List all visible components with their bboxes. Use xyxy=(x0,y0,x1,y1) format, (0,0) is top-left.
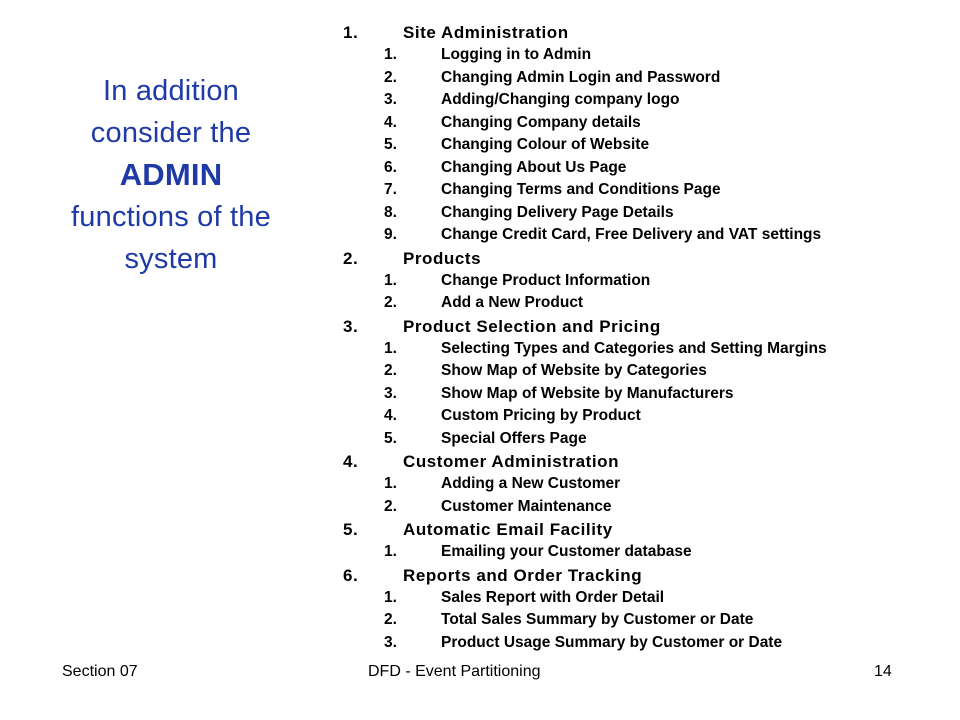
footer-topic: DFD - Event Partitioning xyxy=(368,663,541,680)
section-number: 5. xyxy=(343,520,359,539)
outline-subitem xyxy=(337,428,937,451)
outline-subitem xyxy=(337,609,937,632)
subitem-label: Changing Colour of Website xyxy=(441,136,650,153)
subitem-label: Changing Terms and Conditions Page xyxy=(441,181,721,198)
outline-subitem xyxy=(337,179,937,202)
outline-section xyxy=(337,450,937,473)
subitem-label: Changing Company details xyxy=(441,113,641,131)
outline-subitem xyxy=(337,134,937,157)
subitem-label: Adding/Changing company logo xyxy=(441,91,680,108)
subitem-label: Emailing your Customer database xyxy=(441,543,692,560)
outline-subitem xyxy=(337,587,937,610)
title-line-1: In addition xyxy=(102,75,240,107)
subitem-label: Product Usage Summary by Customer or Date xyxy=(441,633,783,651)
subitem-number: 7. xyxy=(384,181,397,198)
subitem-number: 2. xyxy=(384,611,397,628)
footer-section: Section 07 xyxy=(62,663,138,680)
subitem-number: 8. xyxy=(384,203,397,221)
subitem-label: Show Map of Website by Manufacturers xyxy=(441,384,734,402)
outline-subitem xyxy=(337,44,937,67)
subitem-number: 4. xyxy=(384,113,397,131)
section-label: Customer Administration xyxy=(403,452,620,471)
outline-subitem xyxy=(337,157,937,180)
outline-section xyxy=(337,315,937,338)
subitem-number: 3. xyxy=(384,633,397,651)
title-line-5: system xyxy=(124,243,218,275)
subitem-number: 2. xyxy=(384,294,397,311)
subitem-label: Customer Maintenance xyxy=(441,497,612,515)
outline-subitem xyxy=(337,383,937,406)
section-label: Site Administration xyxy=(403,23,569,42)
outline-subitem xyxy=(337,405,937,428)
subitem-number: 6. xyxy=(384,158,397,176)
subitem-number: 1. xyxy=(384,475,397,492)
outline-section xyxy=(337,518,937,541)
outline-subitem xyxy=(337,292,937,315)
outline-subitem xyxy=(337,89,937,112)
subitem-label: Changing Admin Login and Password xyxy=(441,68,721,86)
outline-section xyxy=(337,564,937,587)
title-line-2: consider the xyxy=(90,117,252,149)
section-label: Product Selection and Pricing xyxy=(403,316,661,336)
subitem-label: Show Map of Website by Categories xyxy=(441,362,707,379)
outline-subitem xyxy=(337,202,937,225)
subitem-number: 2. xyxy=(384,497,397,515)
section-number: 1. xyxy=(343,23,359,42)
subitem-number: 1. xyxy=(384,46,397,63)
subitem-label: Changing About Us Page xyxy=(441,158,627,176)
outline-subitem xyxy=(337,270,937,293)
slide-title xyxy=(40,70,302,280)
footer-page-number: 14 xyxy=(874,663,892,680)
outline-subitem xyxy=(337,473,937,496)
subitem-number: 3. xyxy=(384,91,397,108)
subitem-label: Sales Report with Order Detail xyxy=(441,588,665,606)
outline-section xyxy=(337,21,937,44)
subitem-label: Special Offers Page xyxy=(441,429,587,447)
subitem-number: 1. xyxy=(384,271,397,289)
section-number: 6. xyxy=(343,565,359,585)
subitem-label: Selecting Types and Categories and Setting Margins xyxy=(441,339,827,357)
outline-subitem xyxy=(337,496,937,519)
subitem-label: Total Sales Summary by Customer or Date xyxy=(441,611,754,628)
subitem-number: 3. xyxy=(384,384,397,402)
outline-subitem xyxy=(337,67,937,90)
section-number: 2. xyxy=(343,248,359,268)
subitem-label: Change Product Information xyxy=(441,271,651,289)
subitem-label: Custom Pricing by Product xyxy=(441,407,641,424)
title-emphasis: ADMIN xyxy=(119,157,223,192)
subitem-number: 1. xyxy=(384,339,397,357)
section-number: 4. xyxy=(343,452,359,471)
subitem-label: Logging in to Admin xyxy=(441,46,592,63)
section-label: Products xyxy=(403,248,482,268)
subitem-number: 4. xyxy=(384,407,397,424)
section-number: 3. xyxy=(343,316,359,336)
outline-subitem xyxy=(337,360,937,383)
outline-subitem xyxy=(337,224,937,247)
subitem-label: Change Credit Card, Free Delivery and VAT settings xyxy=(441,226,822,243)
section-label: Reports and Order Tracking xyxy=(403,565,643,585)
outline-subitem xyxy=(337,632,937,655)
subitem-label: Add a New Product xyxy=(441,294,584,311)
subitem-number: 9. xyxy=(384,226,397,243)
outline-subitem xyxy=(337,338,937,361)
subitem-number: 5. xyxy=(384,136,397,153)
outline-subitem xyxy=(337,112,937,135)
subitem-number: 5. xyxy=(384,429,397,447)
admin-functions-outline xyxy=(337,21,937,654)
title-line-4: functions of the xyxy=(71,201,271,233)
subitem-label: Changing Delivery Page Details xyxy=(441,203,674,221)
outline-subitem xyxy=(337,541,937,564)
subitem-number: 1. xyxy=(384,543,397,560)
subitem-number: 2. xyxy=(384,68,397,86)
section-label: Automatic Email Facility xyxy=(403,520,613,539)
subitem-number: 2. xyxy=(384,362,397,379)
outline-section xyxy=(337,247,937,270)
subitem-label: Adding a New Customer xyxy=(441,475,621,492)
subitem-number: 1. xyxy=(384,588,397,606)
